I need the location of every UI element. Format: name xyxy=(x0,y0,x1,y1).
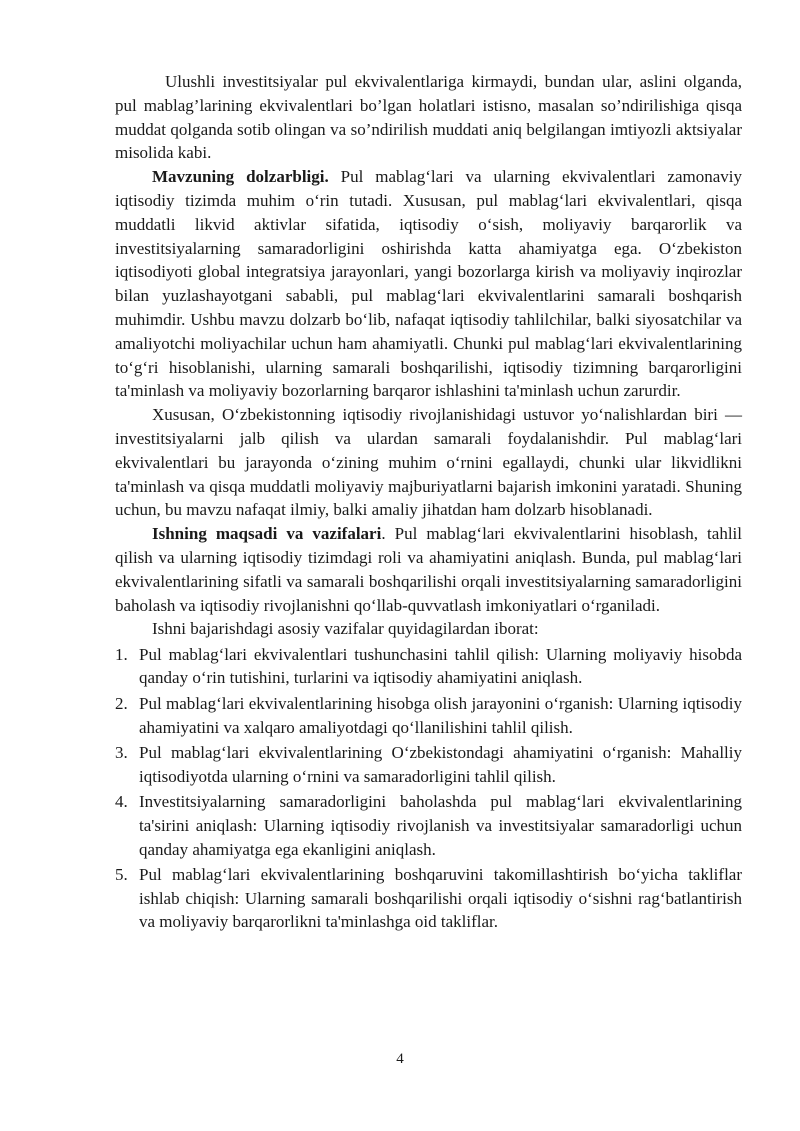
goals-paragraph xyxy=(115,522,742,617)
tasks-list xyxy=(115,643,742,935)
list-item-text: Pul mablag‘lari ekvivalentlarining hisobga olish jarayonini o‘rganish: Ularning iqtisodiy ahamiyatini va xalqaro amaliyotdagi qo‘llanilishini tahlil qilish. xyxy=(139,693,742,737)
tasks-intro: Ishni bajarishdagi asosiy vazifalar quyidagilardan iborat: xyxy=(152,619,539,639)
list-item xyxy=(115,790,742,861)
list-item xyxy=(115,643,742,691)
list-item-text: Investitsiyalarning samaradorligini baholashda pul mablag‘lari ekvivalentlarining ta'sirini aniqlash: Ularning iqtisodiy rivojlanish va investitsiyalar samaradorligi uchun qanday ahamiyatga ega ekanligini aniqlash. xyxy=(139,791,742,859)
list-item xyxy=(115,692,742,740)
relevance-heading: Mavzuning dolzarbligi. xyxy=(152,167,329,187)
goals-heading: Ishning maqsadi va vazifalari xyxy=(152,524,382,544)
goals-body: . Pul mablag‘lari ekvivalentlarini hisoblash, tahlil qilish va ularning iqtisodiy tizimdagi roli va ahamiyatini aniqlash. Bunda, pul mablag‘lari ekvivalentlarining sifatli va samarali boshqarilishi orqali investitsiyalarning samaradorligini baholash va iqtisodiy rivojlanishni qo‘llab-quvvatlash imkoniyatlari o‘rganiladi. xyxy=(115,524,742,615)
list-item-number: 1. xyxy=(115,644,128,664)
list-item xyxy=(115,741,742,789)
list-item-number: 5. xyxy=(115,864,128,884)
list-item-number: 4. xyxy=(115,791,128,811)
list-item xyxy=(115,863,742,934)
list-item-number: 3. xyxy=(115,742,128,762)
page-number: 4 xyxy=(396,1051,404,1067)
document-page xyxy=(115,70,742,934)
investment-paragraph: Xususan, O‘zbekistonning iqtisodiy rivojlanishidagi ustuvor yo‘nalishlardan biri — investitsiyalarni jalb qilish va ulardan samarali foydalanishdir. Pul mablag‘lari ekvivalentlari bu jarayonda o‘zining muhim o‘rnini egallaydi, chunki ular likvidlikni ta'minlash va qisqa muddatli moliyaviy majburiyatlarni bajarish imkonini yaratadi. Shuning uchun, bu mavzu nafaqat ilmiy, balki amaliy jihatdan ham dolzarb hisoblanadi. xyxy=(115,405,742,520)
list-item-text: Pul mablag‘lari ekvivalentlarining O‘zbekistondagi ahamiyatini o‘rganish: Mahalliy iqtisodiyotda ularning o‘rnini va samaradorligini tahlil qilish. xyxy=(139,742,742,786)
intro-paragraph: Ulushli investitsiyalar pul ekvivalentlariga kirmaydi, bundan ular, aslini olganda, pul mablag’larining ekvivalentlari bo’lgan holatlari istisno, masalan so’ndirilishiga qisqa muddat qolganda sotib olingan va so’ndirilish muddati aniq belgilangan imtiyozli aktsiyalar misolida kabi. xyxy=(115,72,742,163)
relevance-paragraph xyxy=(115,165,742,403)
relevance-body: Pul mablag‘lari va ularning ekvivalentlari zamonaviy iqtisodiy tizimda muhim o‘rin tutadi. Xususan, pul mablag‘lari ekvivalentlari, qisqa muddatli likvid aktivlar sifatida, iqtisodiy o‘sish, moliyaviy barqarorlik va investitsiyalarning samaradorligini oshirishda katta ahamiyatga ega. O‘zbekiston iqtisodiyoti global integratsiya jarayonlari, yangi bozorlarga kirish va moliyaviy inqirozlar bilan yuzlashayotgani sababli, pul mablag‘lari ekvivalentlarini samarali boshqarish muhimdir. Ushbu mavzu dolzarb bo‘lib, nafaqat iqtisodiy tahlilchilar, balki siyosatchilar va amaliyotchi moliyachilar uchun ham ahamiyatli. Chunki pul mablag‘lari ekvivalentlarining to‘g‘ri hisoblanishi, ularning samarali boshqarilishi, iqtisodiy tizimning barqarorligini ta'minlash va moliyaviy bozorlarning barqaror ishlashini ta'minlash uchun zarurdir. xyxy=(115,167,742,401)
list-item-text: Pul mablag‘lari ekvivalentlari tushunchasini tahlil qilish: Ularning moliyaviy hisobda qanday o‘rin tutishini, turlarini va iqtisodiy ahamiyatini aniqlash. xyxy=(139,644,742,688)
list-item-number: 2. xyxy=(115,693,128,713)
list-item-text: Pul mablag‘lari ekvivalentlarining boshqaruvini takomillashtirish bo‘yicha takliflar ishlab chiqish: Ularning samarali boshqarilishi orqali iqtisodiy o‘sishni rag‘batlantirish va moliyaviy barqarorlikni ta'minlashga oid takliflar. xyxy=(139,864,742,932)
